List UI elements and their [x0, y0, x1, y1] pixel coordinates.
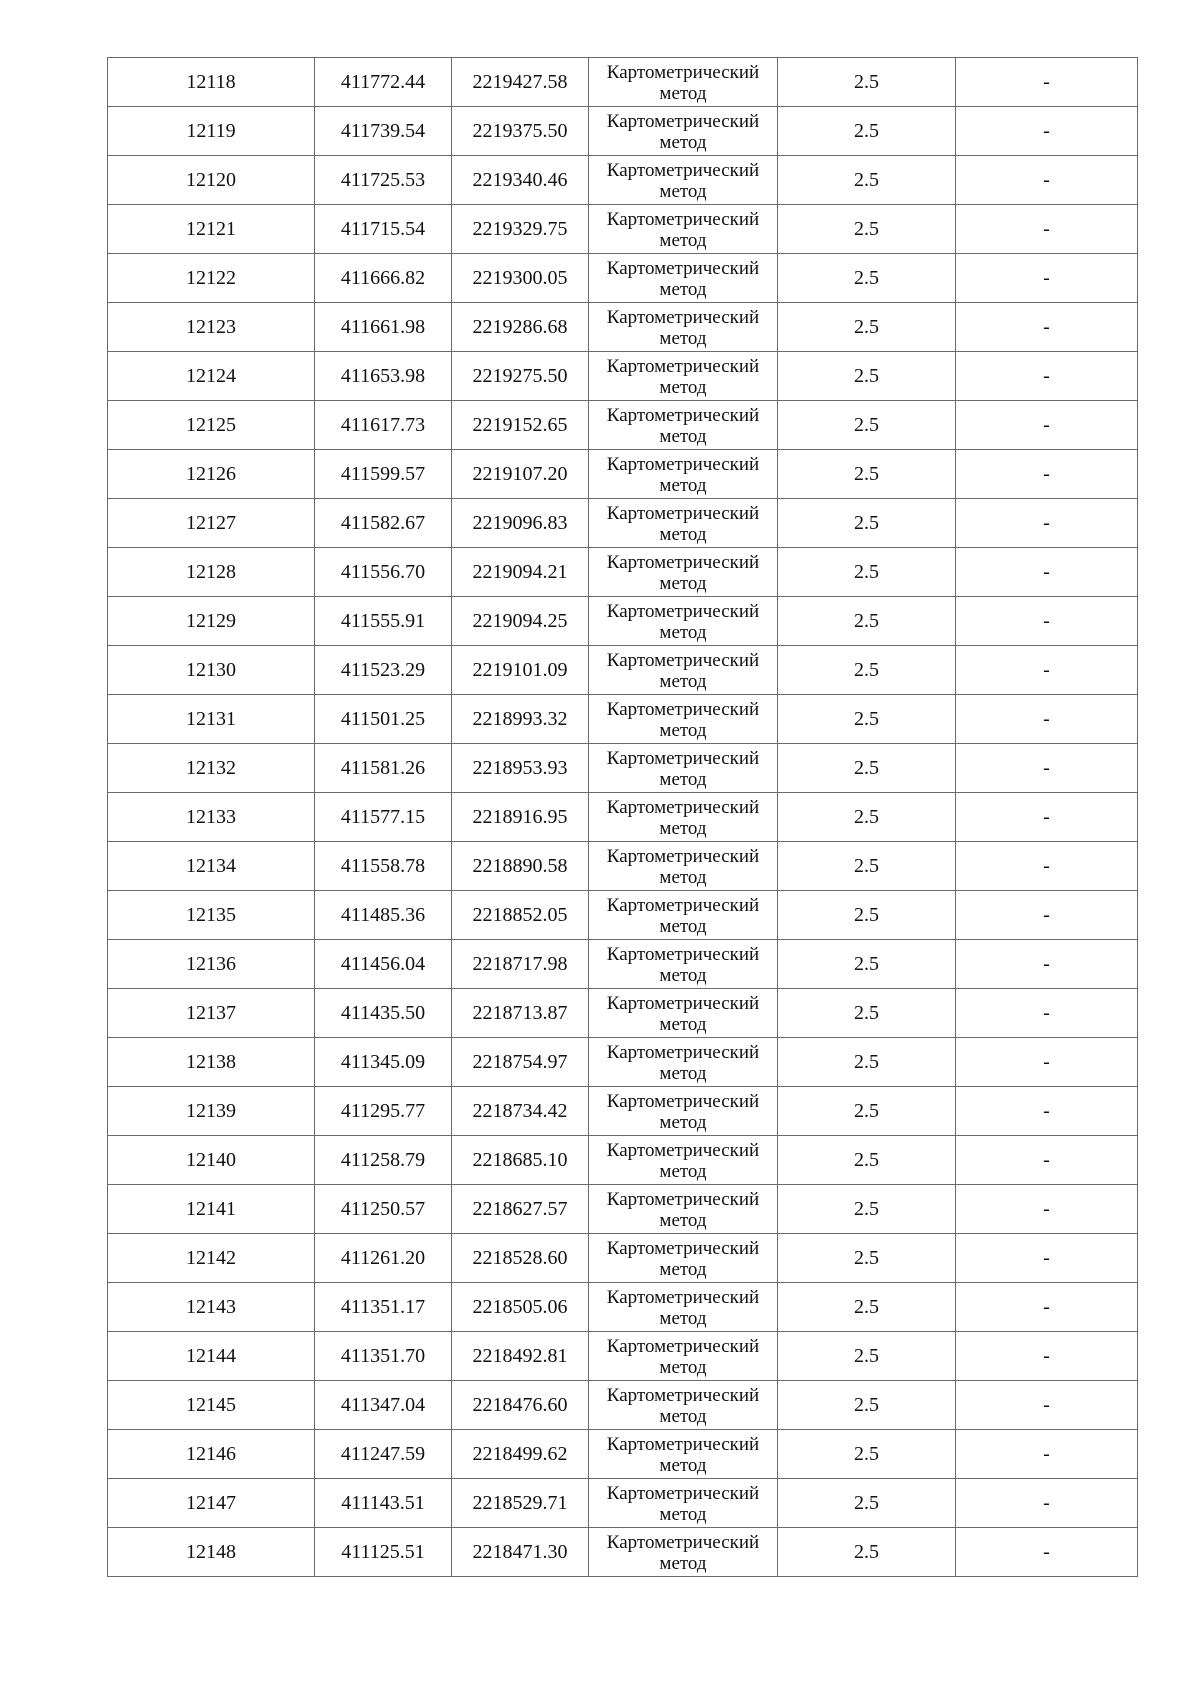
method-line-2: метод — [659, 327, 707, 349]
note-cell: - — [956, 1136, 1138, 1185]
method-cell — [589, 1038, 778, 1087]
y-coordinate-cell: 2218528.60 — [452, 1234, 589, 1283]
method-line-2: метод — [659, 425, 707, 447]
point-number-cell: 12122 — [108, 254, 315, 303]
method-line-1: Картометрический — [606, 208, 760, 230]
method-line-2: метод — [659, 1405, 707, 1427]
y-coordinate-cell: 2218916.95 — [452, 793, 589, 842]
point-number-cell: 12124 — [108, 352, 315, 401]
accuracy-cell: 2.5 — [778, 205, 956, 254]
table-row — [108, 1283, 1138, 1332]
y-coordinate-cell: 2218953.93 — [452, 744, 589, 793]
method-cell — [589, 646, 778, 695]
point-number-cell: 12130 — [108, 646, 315, 695]
method-line-1: Картометрический — [606, 1237, 760, 1259]
table-row — [108, 156, 1138, 205]
method-line-2: метод — [659, 376, 707, 398]
accuracy-cell: 2.5 — [778, 1038, 956, 1087]
method-cell — [589, 1381, 778, 1430]
y-coordinate-cell: 2219286.68 — [452, 303, 589, 352]
x-coordinate-cell: 411555.91 — [315, 597, 452, 646]
method-cell — [589, 499, 778, 548]
point-number-cell: 12147 — [108, 1479, 315, 1528]
table-row — [108, 744, 1138, 793]
point-number-cell: 12143 — [108, 1283, 315, 1332]
accuracy-cell: 2.5 — [778, 1283, 956, 1332]
x-coordinate-cell: 411577.15 — [315, 793, 452, 842]
point-number-cell: 12144 — [108, 1332, 315, 1381]
method-line-2: метод — [659, 1111, 707, 1133]
method-line-1: Картометрический — [606, 600, 760, 622]
note-cell: - — [956, 1381, 1138, 1430]
accuracy-cell: 2.5 — [778, 597, 956, 646]
table-row — [108, 352, 1138, 401]
note-cell: - — [956, 450, 1138, 499]
point-number-cell: 12127 — [108, 499, 315, 548]
note-cell: - — [956, 352, 1138, 401]
method-line-2: метод — [659, 1356, 707, 1378]
accuracy-cell: 2.5 — [778, 548, 956, 597]
method-line-1: Картометрический — [606, 1139, 760, 1161]
y-coordinate-cell: 2218492.81 — [452, 1332, 589, 1381]
method-line-2: метод — [659, 866, 707, 888]
method-line-1: Картометрический — [606, 502, 760, 524]
note-cell: - — [956, 205, 1138, 254]
table-row — [108, 1332, 1138, 1381]
method-line-1: Картометрический — [606, 845, 760, 867]
table-row — [108, 842, 1138, 891]
method-cell — [589, 156, 778, 205]
table-row — [108, 450, 1138, 499]
table-row — [108, 1528, 1138, 1577]
point-number-cell: 12128 — [108, 548, 315, 597]
method-line-2: метод — [659, 719, 707, 741]
table-row — [108, 58, 1138, 107]
method-cell — [589, 891, 778, 940]
accuracy-cell: 2.5 — [778, 646, 956, 695]
table-row — [108, 303, 1138, 352]
method-line-2: метод — [659, 1258, 707, 1280]
method-line-2: метод — [659, 131, 707, 153]
method-line-2: метод — [659, 1013, 707, 1035]
method-cell — [589, 1234, 778, 1283]
x-coordinate-cell: 411666.82 — [315, 254, 452, 303]
method-line-2: метод — [659, 621, 707, 643]
x-coordinate-cell: 411599.57 — [315, 450, 452, 499]
accuracy-cell: 2.5 — [778, 156, 956, 205]
method-cell — [589, 401, 778, 450]
point-number-cell: 12123 — [108, 303, 315, 352]
table-row — [108, 989, 1138, 1038]
note-cell: - — [956, 1087, 1138, 1136]
accuracy-cell: 2.5 — [778, 1136, 956, 1185]
method-line-2: метод — [659, 1209, 707, 1231]
method-cell — [589, 1528, 778, 1577]
x-coordinate-cell: 411261.20 — [315, 1234, 452, 1283]
note-cell: - — [956, 107, 1138, 156]
y-coordinate-cell: 2218505.06 — [452, 1283, 589, 1332]
method-cell — [589, 107, 778, 156]
method-line-1: Картометрический — [606, 61, 760, 83]
point-number-cell: 12133 — [108, 793, 315, 842]
method-cell — [589, 548, 778, 597]
method-cell — [589, 695, 778, 744]
point-number-cell: 12145 — [108, 1381, 315, 1430]
method-line-1: Картометрический — [606, 453, 760, 475]
y-coordinate-cell: 2219152.65 — [452, 401, 589, 450]
accuracy-cell: 2.5 — [778, 1234, 956, 1283]
y-coordinate-cell: 2218499.62 — [452, 1430, 589, 1479]
point-number-cell: 12131 — [108, 695, 315, 744]
method-line-1: Картометрический — [606, 992, 760, 1014]
method-line-1: Картометрический — [606, 1041, 760, 1063]
method-line-2: метод — [659, 915, 707, 937]
accuracy-cell: 2.5 — [778, 352, 956, 401]
table-row — [108, 401, 1138, 450]
method-line-1: Картометрический — [606, 747, 760, 769]
method-line-1: Картометрический — [606, 306, 760, 328]
method-line-1: Картометрический — [606, 1433, 760, 1455]
y-coordinate-cell: 2218685.10 — [452, 1136, 589, 1185]
note-cell: - — [956, 303, 1138, 352]
method-line-1: Картометрический — [606, 551, 760, 573]
method-line-2: метод — [659, 817, 707, 839]
accuracy-cell: 2.5 — [778, 499, 956, 548]
x-coordinate-cell: 411558.78 — [315, 842, 452, 891]
y-coordinate-cell: 2219375.50 — [452, 107, 589, 156]
y-coordinate-cell: 2219275.50 — [452, 352, 589, 401]
method-line-2: метод — [659, 523, 707, 545]
y-coordinate-cell: 2219300.05 — [452, 254, 589, 303]
table-row — [108, 254, 1138, 303]
method-line-1: Картометрический — [606, 404, 760, 426]
note-cell: - — [956, 1430, 1138, 1479]
coordinates-table-body — [108, 58, 1138, 1577]
method-cell — [589, 254, 778, 303]
method-cell — [589, 58, 778, 107]
table-row — [108, 1185, 1138, 1234]
method-line-1: Картометрический — [606, 1384, 760, 1406]
note-cell: - — [956, 597, 1138, 646]
method-cell — [589, 1430, 778, 1479]
table-row — [108, 1038, 1138, 1087]
method-cell — [589, 597, 778, 646]
point-number-cell: 12139 — [108, 1087, 315, 1136]
point-number-cell: 12120 — [108, 156, 315, 205]
note-cell: - — [956, 548, 1138, 597]
method-line-1: Картометрический — [606, 894, 760, 916]
x-coordinate-cell: 411725.53 — [315, 156, 452, 205]
method-line-1: Картометрический — [606, 1090, 760, 1112]
method-cell — [589, 842, 778, 891]
point-number-cell: 12146 — [108, 1430, 315, 1479]
x-coordinate-cell: 411617.73 — [315, 401, 452, 450]
y-coordinate-cell: 2218713.87 — [452, 989, 589, 1038]
accuracy-cell: 2.5 — [778, 254, 956, 303]
note-cell: - — [956, 1528, 1138, 1577]
point-number-cell: 12119 — [108, 107, 315, 156]
method-cell — [589, 793, 778, 842]
accuracy-cell: 2.5 — [778, 1430, 956, 1479]
method-line-2: метод — [659, 474, 707, 496]
method-cell — [589, 450, 778, 499]
method-line-2: метод — [659, 82, 707, 104]
y-coordinate-cell: 2219094.21 — [452, 548, 589, 597]
y-coordinate-cell: 2218476.60 — [452, 1381, 589, 1430]
method-line-1: Картометрический — [606, 110, 760, 132]
y-coordinate-cell: 2218529.71 — [452, 1479, 589, 1528]
note-cell: - — [956, 891, 1138, 940]
method-line-2: метод — [659, 180, 707, 202]
accuracy-cell: 2.5 — [778, 1528, 956, 1577]
x-coordinate-cell: 411653.98 — [315, 352, 452, 401]
note-cell: - — [956, 1332, 1138, 1381]
x-coordinate-cell: 411582.67 — [315, 499, 452, 548]
accuracy-cell: 2.5 — [778, 695, 956, 744]
accuracy-cell: 2.5 — [778, 744, 956, 793]
point-number-cell: 12140 — [108, 1136, 315, 1185]
accuracy-cell: 2.5 — [778, 107, 956, 156]
note-cell: - — [956, 1283, 1138, 1332]
table-row — [108, 1136, 1138, 1185]
y-coordinate-cell: 2218852.05 — [452, 891, 589, 940]
point-number-cell: 12142 — [108, 1234, 315, 1283]
method-line-1: Картометрический — [606, 1482, 760, 1504]
table-row — [108, 793, 1138, 842]
table-row — [108, 695, 1138, 744]
point-number-cell: 12148 — [108, 1528, 315, 1577]
x-coordinate-cell: 411125.51 — [315, 1528, 452, 1577]
point-number-cell: 12132 — [108, 744, 315, 793]
y-coordinate-cell: 2219427.58 — [452, 58, 589, 107]
method-line-2: метод — [659, 670, 707, 692]
accuracy-cell: 2.5 — [778, 1381, 956, 1430]
x-coordinate-cell: 411143.51 — [315, 1479, 452, 1528]
point-number-cell: 12134 — [108, 842, 315, 891]
accuracy-cell: 2.5 — [778, 891, 956, 940]
note-cell: - — [956, 499, 1138, 548]
note-cell: - — [956, 156, 1138, 205]
method-line-2: метод — [659, 1160, 707, 1182]
accuracy-cell: 2.5 — [778, 793, 956, 842]
table-row — [108, 107, 1138, 156]
method-line-1: Картометрический — [606, 159, 760, 181]
method-line-1: Картометрический — [606, 355, 760, 377]
x-coordinate-cell: 411501.25 — [315, 695, 452, 744]
point-number-cell: 12118 — [108, 58, 315, 107]
accuracy-cell: 2.5 — [778, 401, 956, 450]
method-cell — [589, 1283, 778, 1332]
method-cell — [589, 352, 778, 401]
point-number-cell: 12136 — [108, 940, 315, 989]
table-row — [108, 597, 1138, 646]
method-cell — [589, 940, 778, 989]
method-cell — [589, 303, 778, 352]
point-number-cell: 12137 — [108, 989, 315, 1038]
x-coordinate-cell: 411351.70 — [315, 1332, 452, 1381]
note-cell: - — [956, 646, 1138, 695]
method-line-1: Картометрический — [606, 943, 760, 965]
accuracy-cell: 2.5 — [778, 58, 956, 107]
x-coordinate-cell: 411347.04 — [315, 1381, 452, 1430]
x-coordinate-cell: 411661.98 — [315, 303, 452, 352]
method-line-2: метод — [659, 1552, 707, 1574]
note-cell: - — [956, 695, 1138, 744]
y-coordinate-cell: 2219340.46 — [452, 156, 589, 205]
x-coordinate-cell: 411345.09 — [315, 1038, 452, 1087]
accuracy-cell: 2.5 — [778, 1185, 956, 1234]
method-line-2: метод — [659, 229, 707, 251]
y-coordinate-cell: 2219096.83 — [452, 499, 589, 548]
accuracy-cell: 2.5 — [778, 303, 956, 352]
method-line-1: Картометрический — [606, 257, 760, 279]
x-coordinate-cell: 411250.57 — [315, 1185, 452, 1234]
x-coordinate-cell: 411581.26 — [315, 744, 452, 793]
method-cell — [589, 205, 778, 254]
table-row — [108, 891, 1138, 940]
x-coordinate-cell: 411258.79 — [315, 1136, 452, 1185]
x-coordinate-cell: 411435.50 — [315, 989, 452, 1038]
y-coordinate-cell: 2218471.30 — [452, 1528, 589, 1577]
method-line-2: метод — [659, 1307, 707, 1329]
note-cell: - — [956, 1038, 1138, 1087]
method-line-2: метод — [659, 278, 707, 300]
table-row — [108, 548, 1138, 597]
table-row — [108, 499, 1138, 548]
method-cell — [589, 989, 778, 1038]
y-coordinate-cell: 2219094.25 — [452, 597, 589, 646]
accuracy-cell: 2.5 — [778, 450, 956, 499]
y-coordinate-cell: 2218993.32 — [452, 695, 589, 744]
x-coordinate-cell: 411715.54 — [315, 205, 452, 254]
y-coordinate-cell: 2219101.09 — [452, 646, 589, 695]
method-line-2: метод — [659, 964, 707, 986]
point-number-cell: 12141 — [108, 1185, 315, 1234]
note-cell: - — [956, 793, 1138, 842]
point-number-cell: 12129 — [108, 597, 315, 646]
method-line-1: Картометрический — [606, 1531, 760, 1553]
accuracy-cell: 2.5 — [778, 842, 956, 891]
method-cell — [589, 744, 778, 793]
method-line-1: Картометрический — [606, 1188, 760, 1210]
method-cell — [589, 1479, 778, 1528]
accuracy-cell: 2.5 — [778, 940, 956, 989]
method-line-2: метод — [659, 1062, 707, 1084]
table-row — [108, 940, 1138, 989]
y-coordinate-cell: 2219107.20 — [452, 450, 589, 499]
method-line-2: метод — [659, 768, 707, 790]
x-coordinate-cell: 411523.29 — [315, 646, 452, 695]
accuracy-cell: 2.5 — [778, 989, 956, 1038]
point-number-cell: 12135 — [108, 891, 315, 940]
table-row — [108, 1430, 1138, 1479]
note-cell: - — [956, 1185, 1138, 1234]
method-line-2: метод — [659, 572, 707, 594]
x-coordinate-cell: 411351.17 — [315, 1283, 452, 1332]
x-coordinate-cell: 411556.70 — [315, 548, 452, 597]
note-cell: - — [956, 58, 1138, 107]
method-line-2: метод — [659, 1454, 707, 1476]
accuracy-cell: 2.5 — [778, 1332, 956, 1381]
x-coordinate-cell: 411485.36 — [315, 891, 452, 940]
method-line-1: Картометрический — [606, 796, 760, 818]
method-line-1: Картометрический — [606, 698, 760, 720]
note-cell: - — [956, 940, 1138, 989]
table-row — [108, 1234, 1138, 1283]
x-coordinate-cell: 411247.59 — [315, 1430, 452, 1479]
y-coordinate-cell: 2218890.58 — [452, 842, 589, 891]
x-coordinate-cell: 411772.44 — [315, 58, 452, 107]
accuracy-cell: 2.5 — [778, 1479, 956, 1528]
note-cell: - — [956, 1234, 1138, 1283]
y-coordinate-cell: 2219329.75 — [452, 205, 589, 254]
table-row — [108, 1479, 1138, 1528]
table-row — [108, 1381, 1138, 1430]
note-cell: - — [956, 401, 1138, 450]
method-line-1: Картометрический — [606, 1335, 760, 1357]
method-line-2: метод — [659, 1503, 707, 1525]
point-number-cell: 12138 — [108, 1038, 315, 1087]
note-cell: - — [956, 1479, 1138, 1528]
x-coordinate-cell: 411456.04 — [315, 940, 452, 989]
y-coordinate-cell: 2218717.98 — [452, 940, 589, 989]
note-cell: - — [956, 744, 1138, 793]
y-coordinate-cell: 2218734.42 — [452, 1087, 589, 1136]
point-number-cell: 12121 — [108, 205, 315, 254]
y-coordinate-cell: 2218627.57 — [452, 1185, 589, 1234]
note-cell: - — [956, 989, 1138, 1038]
method-cell — [589, 1087, 778, 1136]
accuracy-cell: 2.5 — [778, 1087, 956, 1136]
note-cell: - — [956, 842, 1138, 891]
method-line-1: Картометрический — [606, 649, 760, 671]
point-number-cell: 12125 — [108, 401, 315, 450]
x-coordinate-cell: 411295.77 — [315, 1087, 452, 1136]
method-cell — [589, 1185, 778, 1234]
method-line-1: Картометрический — [606, 1286, 760, 1308]
method-cell — [589, 1136, 778, 1185]
method-cell — [589, 1332, 778, 1381]
y-coordinate-cell: 2218754.97 — [452, 1038, 589, 1087]
point-number-cell: 12126 — [108, 450, 315, 499]
coordinates-table — [107, 57, 1138, 1577]
table-row — [108, 205, 1138, 254]
note-cell: - — [956, 254, 1138, 303]
table-row — [108, 1087, 1138, 1136]
table-row — [108, 646, 1138, 695]
x-coordinate-cell: 411739.54 — [315, 107, 452, 156]
